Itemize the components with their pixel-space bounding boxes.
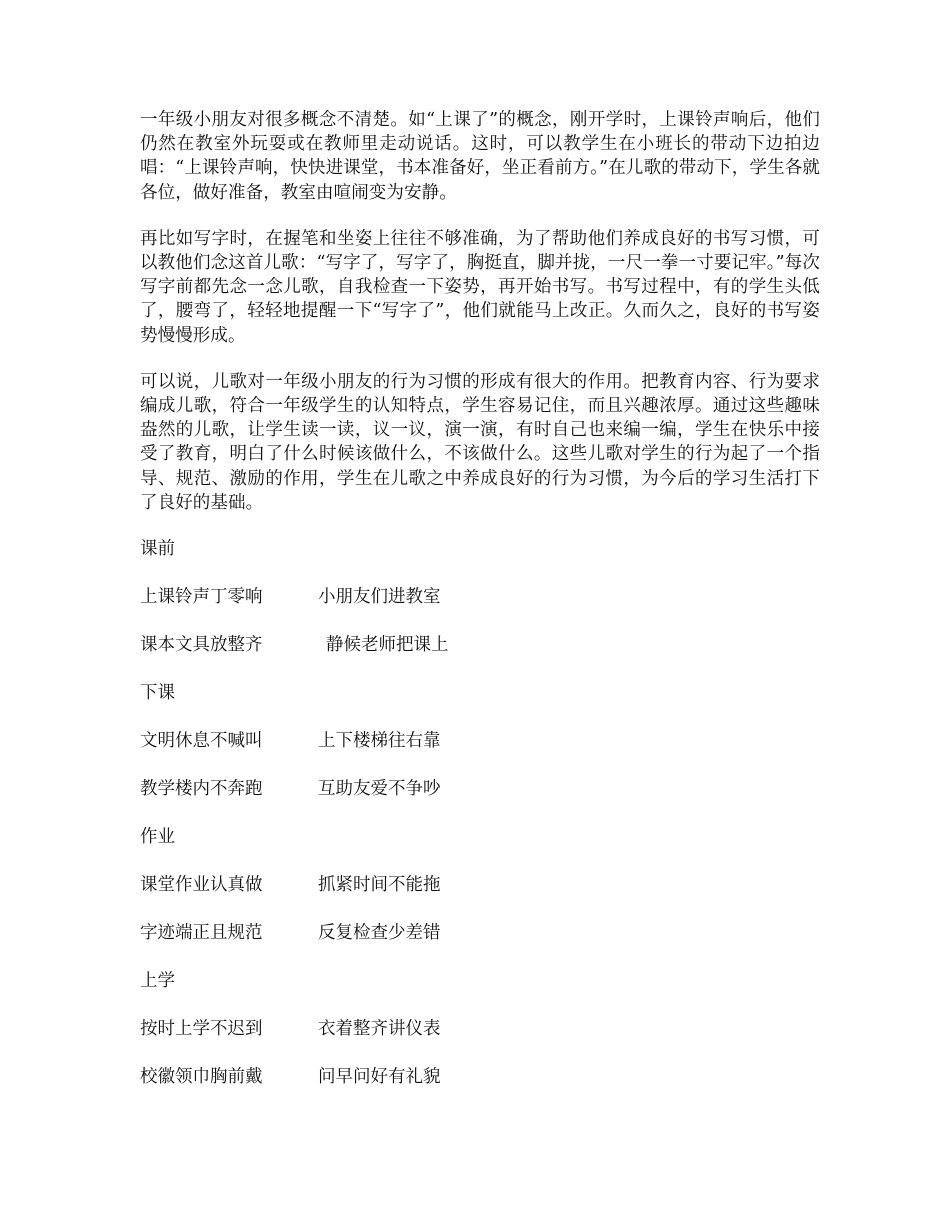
- section-heading-after-class: 下课: [140, 683, 175, 704]
- verse-left: 课本文具放整齐: [140, 635, 263, 656]
- verse-line: [140, 1065, 820, 1089]
- verse-right: 上下楼梯往右靠: [318, 731, 441, 752]
- verse-right: 互助友爱不争吵: [318, 779, 441, 800]
- verse-right: 静候老师把课上: [326, 635, 449, 656]
- verse-line: [140, 777, 820, 801]
- paragraph-summary: 可以说，儿歌对一年级小朋友的行为习惯的形成有很大的作用。把教育内容、行为要求编成儿歌，符合一年级学生的认知特点，学生容易记住，而且兴趣浓厚。通过这些趣味盎然的儿歌，让学生读一读，议一议，演一演，有时自己也来编一编，学生在快乐中接受了教育，明白了什么时候该做什么，不该做什么。这些儿歌对学生的行为起了一个指导、规范、激励的作用，学生在儿歌之中养成良好的行为习惯，为今后的学习生活打下了良好的基础。: [140, 371, 820, 513]
- verse-left: 上课铃声丁零响: [140, 587, 263, 608]
- verse-right: 小朋友们进教室: [318, 587, 441, 608]
- verse-line: [140, 1017, 820, 1041]
- verse-left: 教学楼内不奔跑: [140, 779, 263, 800]
- verse-right: 反复检查少差错: [318, 923, 441, 944]
- paragraph-writing: 再比如写字时，在握笔和坐姿上往往不够准确，为了帮助他们养成良好的书写习惯，可以教他们念这首儿歌：“写字了，写字了，胸挺直，脚并拢，一尺一拳一寸要记牢。”每次写字前都先念一念儿歌，自我检查一下姿势，再开始书写。书写过程中，有的学生头低了，腰弯了，轻轻地提醒一下“写字了”，他们就能马上改正。久而久之，良好的书写姿势慢慢形成。: [140, 228, 820, 346]
- verse-line: [140, 873, 820, 897]
- verse-right: 衣着整齐讲仪表: [318, 1019, 441, 1040]
- verse-left: 文明休息不喊叫: [140, 731, 263, 752]
- section-heading-homework: 作业: [140, 827, 175, 848]
- verse-left: 校徽领巾胸前戴: [140, 1067, 263, 1088]
- verse-line: [140, 729, 820, 753]
- verse-left: 按时上学不迟到: [140, 1019, 263, 1040]
- verse-right: 抓紧时间不能拖: [318, 875, 441, 896]
- verse-line: [140, 633, 820, 657]
- section-heading-before-class: 课前: [140, 539, 175, 560]
- verse-left: 课堂作业认真做: [140, 875, 263, 896]
- verse-left: 字迹端正且规范: [140, 923, 263, 944]
- document-body: [140, 108, 820, 1113]
- section-heading-going-to-school: 上学: [140, 971, 175, 992]
- verse-line: [140, 921, 820, 945]
- paragraph-intro: 一年级小朋友对很多概念不清楚。如“上课了”的概念，刚开学时，上课铃声响后，他们仍然在教室外玩耍或在教师里走动说话。这时，可以教学生在小班长的带动下边拍边唱：“上课铃声响，快快进课堂，书本准备好，坐正看前方。”在儿歌的带动下，学生各就各位，做好准备，教室由喧闹变为安静。: [140, 110, 820, 203]
- verse-line: [140, 585, 820, 609]
- verse-right: 问早问好有礼貌: [318, 1067, 441, 1088]
